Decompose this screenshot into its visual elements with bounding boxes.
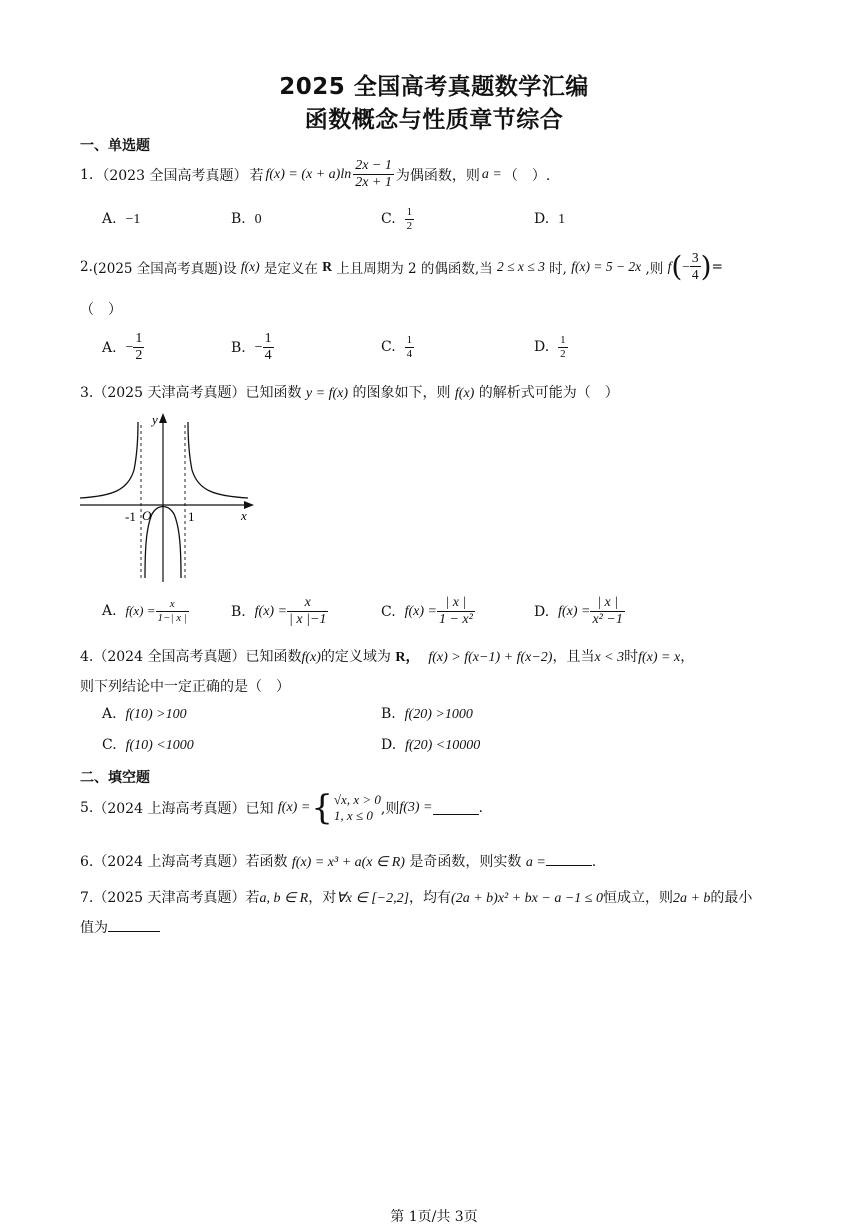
question-3: 3.（2025 天津高考真题）已知函数 y = f(x) 的图象如下，则 f(x) 的解析式可能为（ ）: [80, 385, 619, 401]
document-subtitle: 函数概念与性质章节综合: [304, 107, 564, 133]
option-b: B. f(x) = $\frac{x}{| x |-1}$: [231, 595, 327, 628]
function-graph: [78, 410, 258, 585]
option-d: D. f(20) <10000: [381, 737, 481, 753]
option-b: B. f(20) >1000: [381, 706, 473, 722]
option-c: C. $\frac{1}{2}$: [381, 206, 413, 232]
graph-label: x: [241, 508, 247, 523]
section-heading-fill-in: 二、填空题: [80, 770, 150, 786]
option-a: A. f(10) >100: [102, 706, 187, 722]
question-7: 7.（2025 天津高考真题）若a, b ∈ R，对∀x ∈ [−2,2]，均有(2a + b)x² + bx − a −1 ≤ 0恒成立，则2a + b的最小: [80, 890, 753, 906]
answer-blank[interactable]: [433, 802, 479, 815]
graph-label: O: [142, 508, 152, 523]
option-d: D. f(x) = $\frac{| x |}{\text{x² −1}}$: [534, 595, 623, 628]
option-d: D. $\frac{1}{2}$: [534, 334, 566, 360]
option-c: C. f(x) = $\frac{| x |}{\text{1 − x²}}$: [381, 595, 473, 628]
question-5: 5. （2024 上海高考真题） 已知 f(x) = { √x, x > 0 1, x ≤ 0 ,则 f(3) = .: [80, 788, 483, 828]
y-axis-arrow: [159, 413, 167, 423]
question-text: 值为: [80, 917, 160, 937]
question-text: 为偶函数，则: [395, 167, 480, 184]
question-1: [80, 158, 550, 191]
page-number: 第 1页/共 3页: [390, 1209, 478, 1225]
question-source: （2023 全国高考真题）: [95, 167, 248, 184]
graph-label: -1: [125, 509, 136, 524]
option-a: A. −1: [102, 211, 141, 227]
option-c: C. $\frac{1}{4}$: [381, 334, 413, 360]
math-formula: f(x) = (x + a)ln: [265, 166, 352, 182]
answer-blank[interactable]: [546, 853, 592, 866]
graph-label: y: [152, 412, 158, 427]
option-b: B. − $\frac{1}{4}$: [231, 331, 272, 364]
option-c: C. f(10) <1000: [102, 737, 194, 753]
option-d: D. 1: [534, 211, 566, 227]
question-text: 若: [249, 167, 264, 184]
answer-paren: （ ）.: [503, 167, 551, 184]
math-fraction: $\frac{2x - 1}{2x + 1}$: [355, 158, 392, 191]
question-6: 6.（2024 上海高考真题）若函数 f(x) = x³ + a(x ∈ R) 是奇函数，则实数 a = .: [80, 854, 597, 870]
document-title: 2025 全国高考真题数学汇编: [279, 74, 589, 100]
question-4: 4.（2024 全国高考真题）已知函数f(x)的定义域为 R， f(x) > f(x−1) + f(x−2)，且当x < 3时f(x) = x，: [80, 649, 695, 665]
math-var: a =: [481, 166, 502, 182]
answer-blank[interactable]: [108, 919, 160, 932]
option-a: A. − $\frac{1}{2}$: [102, 331, 143, 364]
graph-label: 1: [188, 509, 195, 524]
answer-paren: （ ）: [80, 302, 122, 318]
question-2: 2. (2025 全国高考真题) 设 f(x) 是定义在 R 上且周期为 2 的偶函数,当 2 ≤ x ≤ 3 时, f(x) = 5 − 2x ,则 f ( − $\frac{3}{4}$ ) =: [80, 250, 723, 283]
section-heading-single-choice: 一、单选题: [80, 138, 150, 154]
curve-left-branch: [80, 422, 138, 498]
option-a: A. f(x) = $\frac{x}{1-| x |}$: [102, 598, 187, 624]
question-text: 则下列结论中一定正确的是（ ）: [80, 679, 290, 695]
option-b: B. 0: [231, 211, 262, 227]
curve-right-branch: [188, 422, 248, 498]
question-number: 1.: [80, 166, 94, 183]
